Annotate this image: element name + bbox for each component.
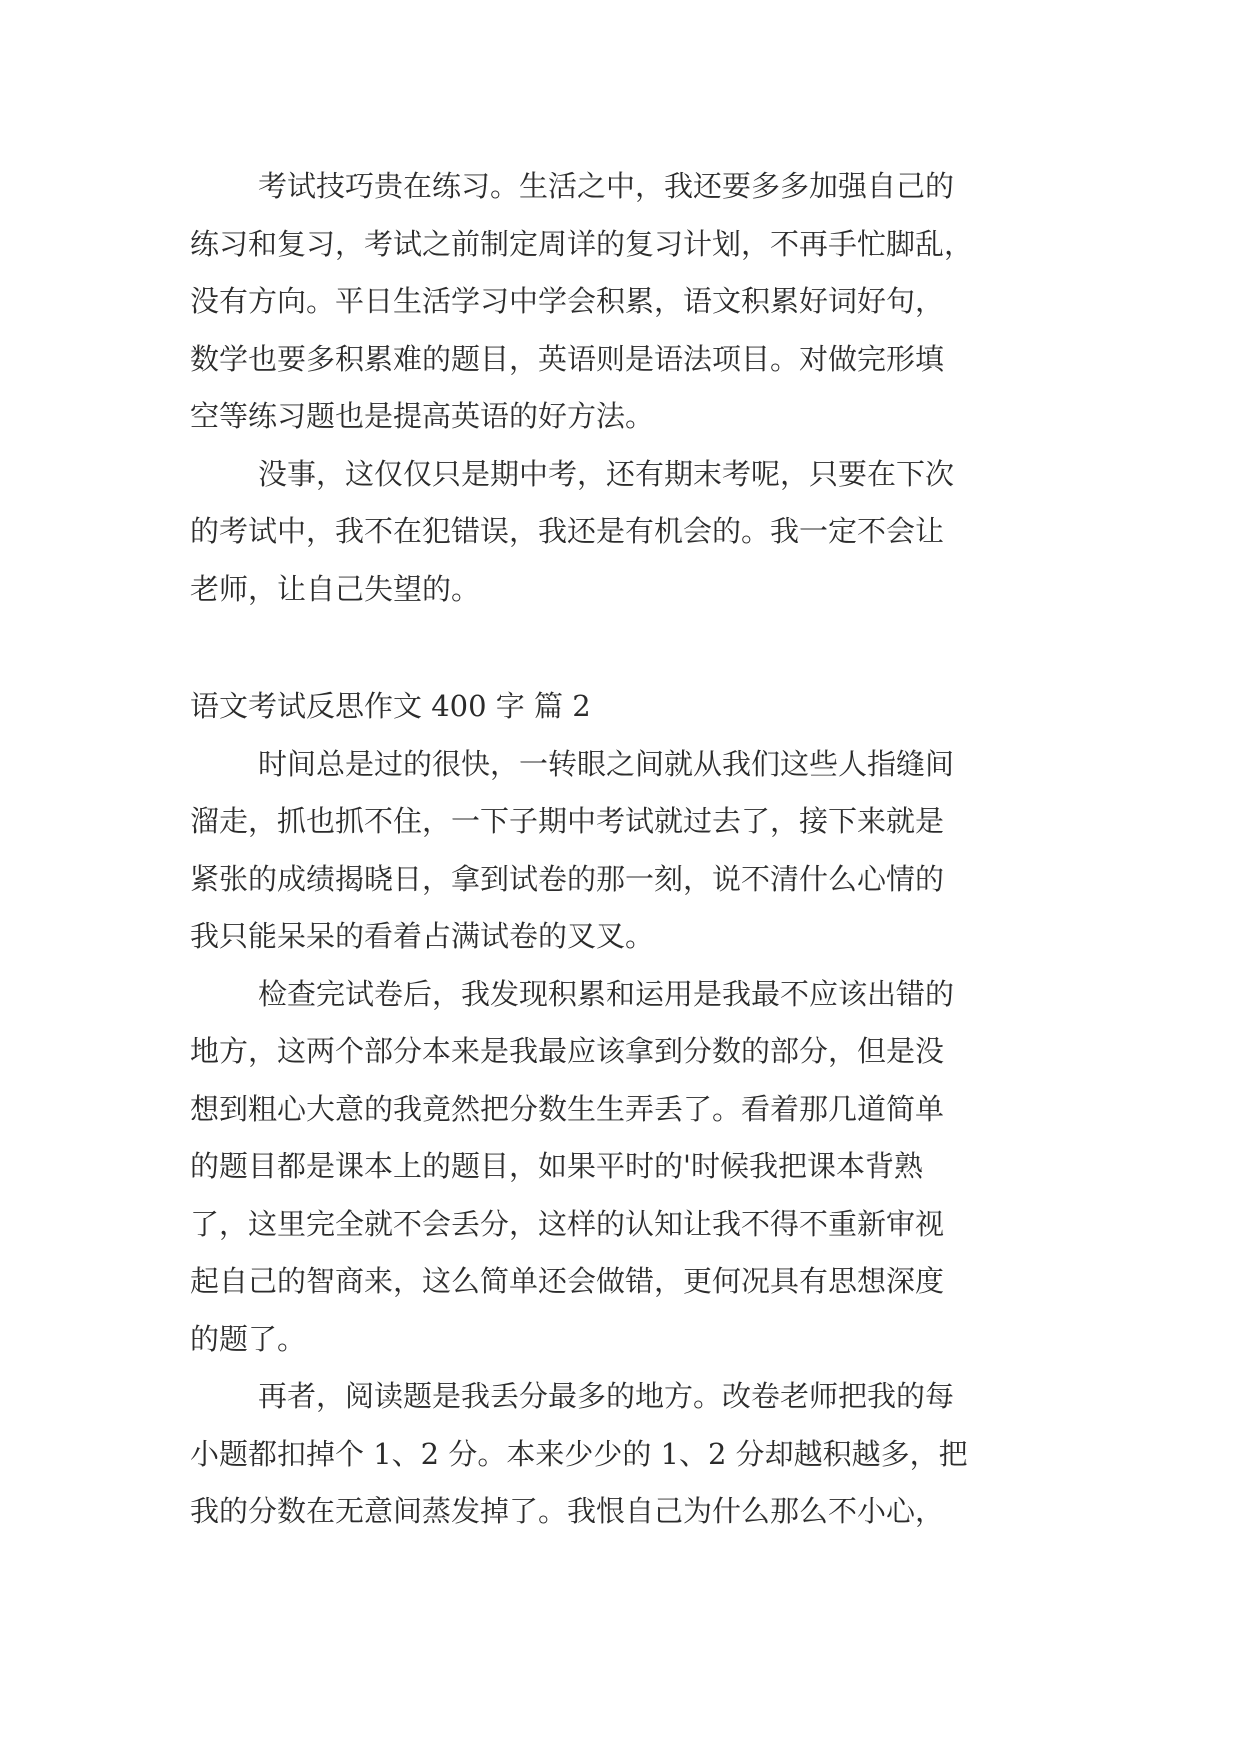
document-body: [190, 158, 1070, 1541]
paragraph: [190, 1368, 1070, 1541]
paragraph-line: 考试技巧贵在练习。生活之中，我还要多多加强自己的: [258, 169, 955, 203]
paragraph-line: 溜走，抓也抓不住，一下子期中考试就过去了，接下来就是: [190, 804, 945, 838]
paragraph-line: 小题都扣掉个 1、2 分。本来少少的 1、2 分却越积越多，把: [190, 1436, 968, 1471]
paragraph-line: 了，这里完全就不会丢分，这样的认知让我不得不重新审视: [190, 1206, 945, 1241]
paragraph-line: 的题了。: [190, 1321, 307, 1356]
paragraph-line: 空等练习题也是提高英语的好方法。: [190, 399, 655, 433]
paragraph-line: 地方，这两个部分本来是我最应该拿到分数的部分，但是没: [190, 1034, 945, 1068]
paragraph-line: 时间总是过的很快，一转眼之间就从我们这些人指缝间: [258, 746, 955, 781]
paragraph-line: 的考试中，我不在犯错误，我还是有机会的。我一定不会让: [190, 514, 945, 548]
paragraph-line: 检查完试卷后，我发现积累和运用是我最不应该出错的: [258, 976, 955, 1011]
paragraph-line: 老师，让自己失望的。: [190, 571, 481, 606]
paragraph-line: 的题目都是课本上的题目，如果平时的'时候我把课本背熟: [190, 1149, 923, 1183]
paragraph: [190, 158, 1070, 446]
paragraph-line: 想到粗心大意的我竟然把分数生生弄丢了。看着那几道简单: [190, 1091, 945, 1126]
paragraph-line: 没有方向。平日生活学习中学会积累，语文积累好词好句，: [190, 284, 945, 318]
paragraph-line: 我只能呆呆的看着占满试卷的叉叉。: [190, 919, 655, 953]
paragraph: [190, 736, 1070, 966]
paragraph-line: 没事，这仅仅只是期中考，还有期末考呢，只要在下次: [258, 456, 955, 491]
paragraph-line: 起自己的智商来，这么简单还会做错，更何况具有思想深度: [190, 1264, 945, 1298]
paragraph-line: 练习和复习，考试之前制定周详的复习计划，不再手忙脚乱，: [190, 226, 974, 261]
paragraph-line: 再者，阅读题是我丢分最多的地方。改卷老师把我的每: [258, 1379, 955, 1413]
paragraph-line: 数学也要多积累难的题目，英语则是语法项目。对做完形填: [190, 341, 945, 376]
section-heading: 语文考试反思作文 400 字 篇 2: [190, 689, 591, 723]
paragraph-line: 我的分数在无意间蒸发掉了。我恨自己为什么那么不小心，: [190, 1494, 945, 1528]
paragraph: [190, 966, 1070, 1369]
paragraph-line: 紧张的成绩揭晓日，拿到试卷的那一刻，说不清什么心情的: [190, 861, 945, 896]
paragraph: [190, 446, 1070, 619]
